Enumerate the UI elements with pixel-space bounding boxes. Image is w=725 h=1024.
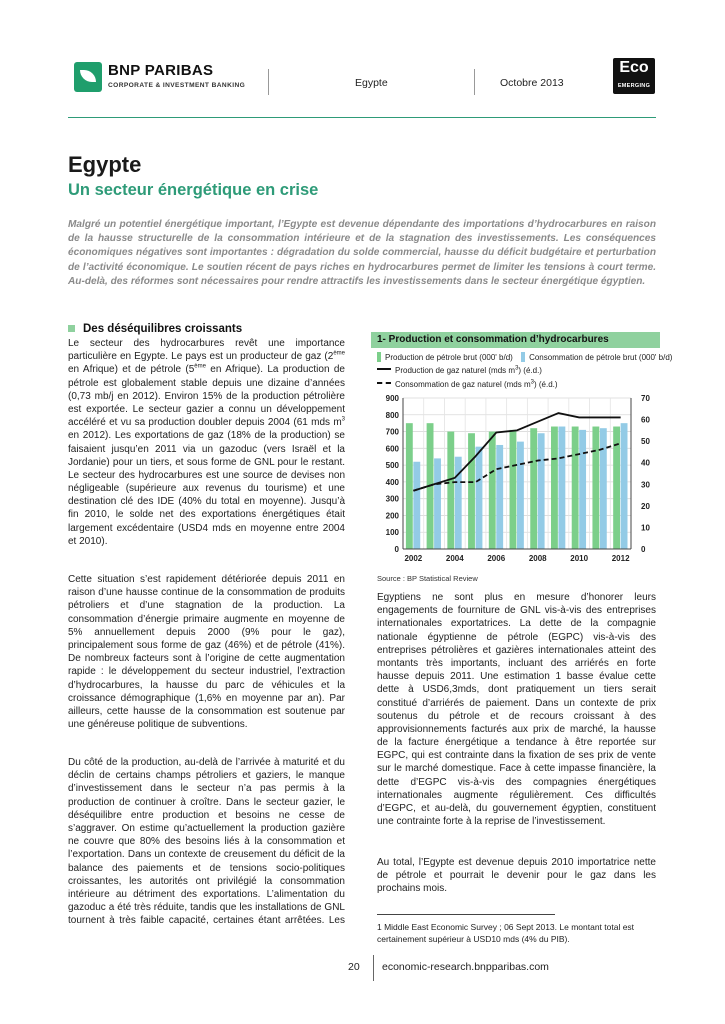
- brand-name: BNP PARIBAS: [108, 62, 214, 79]
- text-line: nationale égyptienne de pétrole (EGPC) vis-à-vis des: [377, 631, 656, 643]
- bar-oil-consumption: [558, 427, 565, 549]
- eco-logo-sub: EMERGING: [617, 83, 651, 89]
- bar-oil-consumption: [600, 428, 607, 549]
- text-line: d’hydrocarbures, la hausse du parc de véhicules et la: [68, 679, 345, 691]
- legend-label-oil-consumption: Consommation de pétrole brut (000' b/d): [529, 353, 673, 362]
- legend-swatch-oil-consumption: [521, 352, 525, 362]
- text-line: consommation d’énergie primaire augmente en moyenne de: [68, 613, 345, 625]
- bullet-square-icon: [68, 325, 75, 332]
- bar-oil-consumption: [517, 442, 524, 549]
- y-left-tick-label: 100: [385, 528, 399, 538]
- legend-label-gas-consumption: Consommation de gaz naturel (mds $m^3$) (é.d.): [395, 379, 558, 389]
- y-right-tick-label: 30: [641, 480, 650, 490]
- text-line: approvisionnements facturés aux prix de marché, la hausse: [377, 723, 656, 735]
- text-line: particulière en Egypte. Le pays est un producteur de gaz (2ème: [68, 350, 345, 363]
- bnp-logo-icon: [74, 62, 102, 92]
- text-line: soutenus du pétrole et de recours croissant à des: [377, 710, 656, 722]
- intro-line: Malgré un potentiel énergétique important, l’Egypte est devenue dépendante des importations d’hydrocarbures en raison: [68, 219, 656, 230]
- hydrocarbons-chart: [371, 390, 661, 572]
- footnote-rule: [377, 914, 555, 915]
- text-line: Le secteur des hydrocarbures revêt une importance: [68, 338, 345, 349]
- text-line: constitué d’arriérés de paiement. Dans un contexte de prix: [377, 697, 656, 709]
- text-line: internationales augmente régulièrement. Ces difficultés: [377, 789, 656, 801]
- text-line: d’EGPC, et au-delà, du gouvernement égyptien, constituent: [377, 803, 656, 814]
- bar-oil-consumption: [496, 445, 503, 549]
- text-line: en 2012). Les exportations de gaz (18% de la production) se: [68, 430, 345, 442]
- bar-oil-production: [489, 432, 496, 549]
- text-line: croissantes, les autorités ont privilégié la consommation: [68, 875, 345, 887]
- text-line: une généreuse politique de subventions.: [68, 719, 248, 731]
- chart-title: 1- Production et consommation d’hydrocarbures: [377, 334, 609, 345]
- text-line: faisaient jusqu’en 2011 via un gazoduc (vers Israël et la: [68, 443, 345, 455]
- bar-oil-production: [510, 430, 517, 549]
- legend-swatch-oil-production: [377, 352, 381, 362]
- bar-oil-production: [530, 428, 537, 549]
- text-line: pétrole est globalement stable depuis une dizaine d’années: [68, 377, 345, 389]
- bar-oil-production: [447, 432, 454, 549]
- y-left-tick-label: 200: [385, 511, 399, 521]
- left-paragraph-3: [68, 756, 345, 927]
- text-line: internationales exportatrices. La dette de la compagnie: [377, 618, 656, 630]
- y-left-tick-label: 500: [385, 461, 399, 471]
- chart-legend-row: [377, 366, 542, 375]
- intro-line: de l’activité économique. Le soutien récent de pays riches en hydrocarbures permet de limiter les tensions à court terme.: [68, 261, 656, 273]
- page-subtitle: Un secteur énergétique en crise: [68, 181, 319, 199]
- text-line: en Afrique) et de pétrole (5ème en Afrique). La production de: [68, 364, 345, 376]
- text-line: négligeable (supérieure aux revenus du tourisme) et une: [68, 483, 345, 495]
- x-tick-label: 2012: [611, 554, 630, 563]
- eco-logo-word: Eco: [619, 59, 649, 76]
- bar-oil-consumption: [476, 447, 483, 549]
- text-line: dette à USD6,3mds, dont pratiquement un tiers serait: [377, 684, 656, 696]
- brand-subtitle: CORPORATE & INVESTMENT BANKING: [108, 82, 246, 89]
- text-line: raison d’une hausse continue de la consommation de produits: [68, 587, 345, 599]
- y-left-tick-label: 0: [394, 545, 399, 554]
- text-line: fin 2010, le solde net des exportations énergétiques était: [68, 509, 345, 521]
- header-divider: [268, 69, 269, 95]
- bar-oil-consumption: [579, 430, 586, 549]
- chart-bars: [406, 423, 628, 549]
- text-line: l’exportation. Dans un contexte de creusement du déficit de la: [68, 849, 345, 861]
- x-tick-label: 2006: [487, 554, 506, 563]
- left-paragraph-2: [68, 573, 345, 731]
- text-line: (0,73 mb/j en 2012). Environ 15% de la production pétrolière: [68, 390, 345, 402]
- y-left-tick-label: 700: [385, 427, 399, 437]
- text-line: déséquilibre entre production et besoins ne cesse de: [68, 809, 345, 821]
- text-line: pétroliers et d’une stagnation de la production. La: [68, 600, 345, 612]
- legend-swatch-gas-consumption: [377, 382, 391, 384]
- bar-oil-consumption: [621, 423, 628, 549]
- header-country: Egypte: [355, 77, 388, 89]
- text-line: Egyptiens ne sont plus en mesure d’honorer leurs: [377, 592, 656, 603]
- text-line: croissance démographique (1,6% en moyenne par an). Par: [68, 692, 345, 704]
- bar-oil-production: [572, 427, 579, 549]
- text-line: est exportée. Le secteur gazier a connu un développement: [68, 403, 345, 415]
- text-line: Au total, l’Egypte est devenue depuis 2010 importatrice nette: [377, 857, 656, 868]
- y-right-tick-label: 40: [641, 458, 650, 468]
- page-title: Egypte: [68, 152, 142, 177]
- text-line: 5% annuellement depuis 2000 (9% pour le gaz),: [68, 626, 345, 638]
- y-left-tick-label: 300: [385, 494, 399, 504]
- text-line: tournent à très faible capacité, certaines étant arrêtées. Les: [68, 915, 345, 927]
- text-line: destination clé des IDE (40% du total en moyenne). Jusqu’à: [68, 496, 345, 508]
- bar-oil-production: [592, 427, 599, 549]
- text-line: rapide : le développement du secteur industriel, l’extraction: [68, 666, 345, 678]
- x-tick-label: 2004: [445, 554, 464, 563]
- left-paragraph-1: [68, 337, 345, 548]
- right-paragraph-2: [377, 856, 656, 896]
- text-line: intérieure au détriment des exportations. L’alimentation du: [68, 888, 345, 900]
- text-line: de pétrole et pourrait le devenir pour le gaz dans les: [377, 870, 656, 882]
- header-rule: [68, 117, 656, 118]
- intro-line: Au-delà, des réformes sont nécessaires pour rendre attractifs les investissements dans le secteur énergétique égyptien.: [68, 275, 646, 287]
- chart-legend-row: [377, 352, 672, 362]
- bar-oil-production: [406, 423, 413, 549]
- y-right-tick-label: 20: [641, 501, 650, 511]
- intro-line: de la hausse structurelle de la consommation intérieure et de la stagnation des investissements. Les conséquences: [68, 233, 656, 245]
- x-tick-label: 2002: [404, 554, 423, 563]
- bar-oil-consumption: [434, 458, 441, 549]
- text-line: Jordanie) pour un tiers, et sous forme de GNL pour le restant.: [68, 456, 345, 468]
- page-number: 20: [348, 961, 360, 973]
- text-line: entreprises pétrolières et gazières internationales atteint des: [377, 644, 656, 656]
- legend-label-oil-production: Production de pétrole brut (000' b/d): [385, 353, 513, 362]
- text-line: balance des paiements et de tensions socio-politiques: [68, 862, 345, 874]
- text-line: production de continuer à croître. Dans le secteur gazier, le: [68, 796, 345, 808]
- y-right-tick-label: 70: [641, 394, 650, 403]
- text-line: principalement sous forme de gaz (46%) et de pétrole (41%).: [68, 639, 345, 651]
- legend-label-gas-production: Production de gaz naturel (mds $m^3$) (é.d.): [395, 365, 542, 375]
- header-date: Octobre 2013: [500, 77, 564, 89]
- text-line: une contrainte forte à la reprise de l’investissement.: [377, 816, 606, 828]
- chart-legend-row: [377, 380, 558, 389]
- text-line: engagements de fourniture de GNL vis-à-vis des entreprises: [377, 605, 656, 617]
- y-right-tick-label: 10: [641, 523, 650, 533]
- bar-oil-consumption: [413, 462, 420, 549]
- chart-source: Source : BP Statistical Review: [377, 574, 478, 583]
- y-left-tick-label: 400: [385, 477, 399, 487]
- text-line: et 2010).: [68, 535, 108, 547]
- text-line: Le secteur des hydrocarbures est une source de devises non: [68, 469, 345, 481]
- text-line: hausse depuis 2011. Une estimation 1 basse évalue cette: [377, 671, 656, 683]
- right-paragraph-1: [377, 591, 656, 828]
- x-tick-label: 2008: [528, 554, 547, 563]
- intro-paragraph: [68, 218, 656, 289]
- footer-divider: [373, 955, 374, 981]
- x-tick-label: 2010: [570, 554, 589, 563]
- bar-oil-production: [468, 433, 475, 549]
- text-line: s’aggraver. On estime qu’actuellement la production gazière: [68, 822, 345, 834]
- text-line: montants très importants, incluant des arriérés en forte: [377, 657, 656, 669]
- footnote: [377, 922, 660, 945]
- footnote-line: certainement supérieur à USD10 mds (4% du PIB).: [377, 933, 570, 944]
- text-line: Du côté de la production, au-delà de l’arrivée à maturité et du: [68, 757, 345, 768]
- bar-oil-consumption: [538, 433, 545, 549]
- text-line: Cette situation s’est rapidement détériorée depuis 2011 en: [68, 574, 345, 585]
- footer-url[interactable]: economic-research.bnpparibas.com: [382, 961, 549, 973]
- text-line: d’investissement dans le secteur n’a pas permis à la: [68, 783, 345, 795]
- bar-oil-production: [551, 427, 558, 549]
- text-line: gazoduc a été très réduite, tandis que les installations de GNL: [68, 902, 345, 914]
- text-line: De nombreux facteurs sont à l’origine de cette augmentation: [68, 653, 345, 665]
- text-line: déclin de certains champs pétroliers et gaziers, le manque: [68, 770, 345, 782]
- footnote-line: 1 Middle East Economic Survey ; 06 Sept 2013. Le montant total est: [377, 922, 635, 932]
- section-heading: [68, 323, 242, 335]
- section-heading-text: Des déséquilibres croissants: [83, 323, 243, 335]
- text-line: dette d’EGPC vis-à-vis des compagnies énergétiques: [377, 776, 656, 788]
- header-divider: [474, 69, 475, 95]
- text-line: de la facture énergétique a tendance à être reportée sur: [377, 737, 656, 749]
- y-left-tick-label: 800: [385, 410, 399, 420]
- y-left-tick-label: 900: [385, 394, 399, 403]
- legend-swatch-gas-production: [377, 368, 391, 370]
- text-line: ailleurs, cette hausse de la consommation est soutenue par: [68, 705, 345, 717]
- text-line: ne couvre que 80% des besoins liés à la consommation et: [68, 836, 345, 848]
- text-line: prochains mois.: [377, 883, 448, 895]
- y-right-tick-label: 50: [641, 437, 650, 447]
- text-line: sur le marché domestique. Face à cette impasse financière, la: [377, 763, 656, 775]
- y-left-tick-label: 600: [385, 444, 399, 454]
- y-right-tick-label: 0: [641, 545, 646, 554]
- text-line: accéléré et vu sa production doubler depuis 2004 (61 mds $m^3$: [68, 416, 345, 429]
- intro-line: économiques négatives sont importantes : dégradation du solde commercial, hausse du déficit budgétaire et perturbation: [68, 247, 656, 259]
- text-line: largement excédentaire (USD4 mds en moyenne entre 2004: [68, 522, 345, 534]
- y-right-tick-label: 60: [641, 415, 650, 425]
- text-line: EGPC, qui est contrainte dans la fixation de ses prix de vente: [377, 750, 656, 762]
